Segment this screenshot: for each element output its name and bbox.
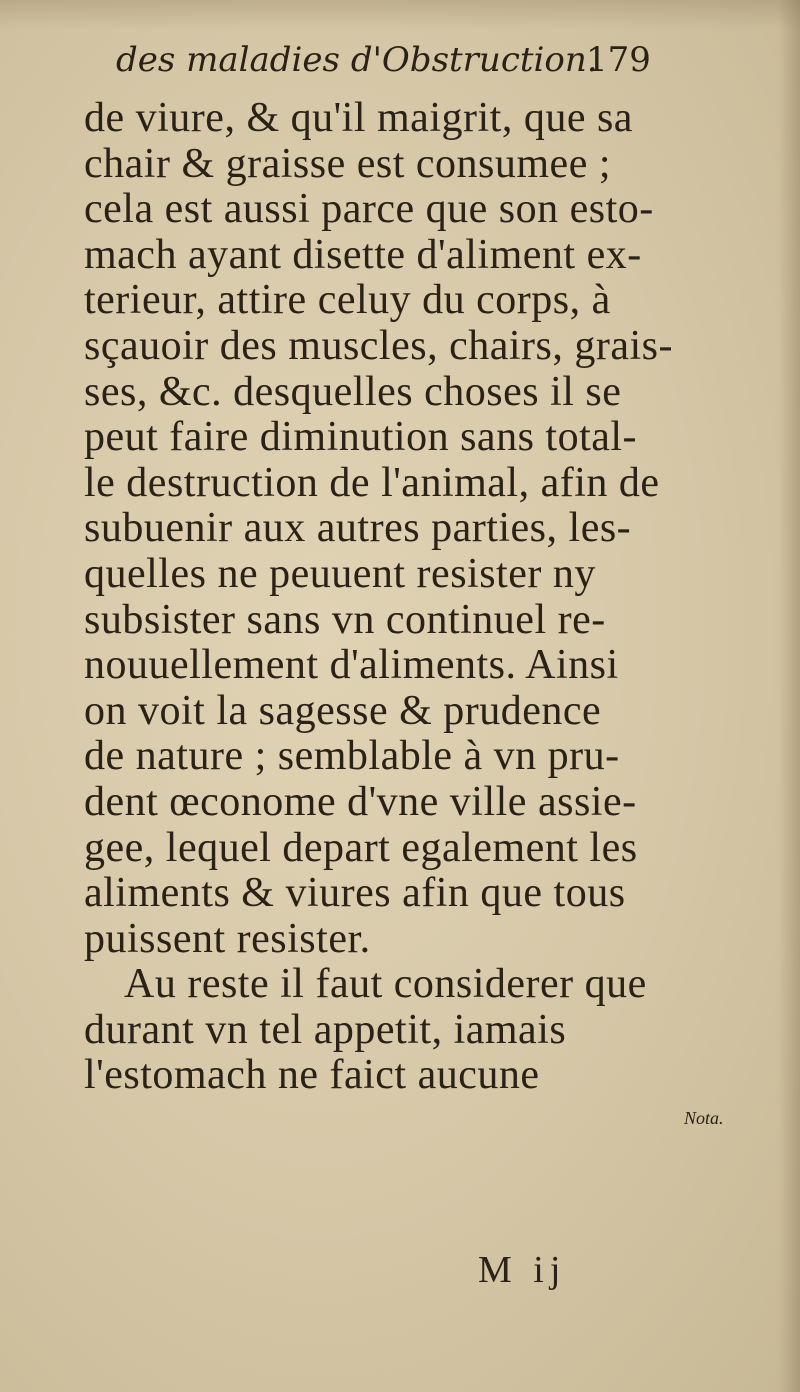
text-line: dent œconome d'vne ville assie- bbox=[84, 778, 637, 825]
text-line: on voit la sagesse & prudence bbox=[84, 687, 602, 734]
body-text bbox=[84, 96, 684, 1099]
text-line: sçauoir des muscles, chairs, grais- bbox=[84, 322, 673, 369]
text-line: aliments & viures afin que tous bbox=[84, 870, 626, 917]
running-header-title: des maladies d'Obstruction. bbox=[116, 40, 598, 80]
text-line: puissent resister. bbox=[84, 915, 371, 962]
text-line: terieur, attire celuy du corps, à bbox=[84, 277, 611, 324]
text-line: durant vn tel appetit, iamais bbox=[84, 1006, 567, 1053]
signature-mark: M ij bbox=[478, 1249, 567, 1291]
text-line: chair & graisse est consumee ; bbox=[84, 140, 611, 187]
text-line-paragraph-start: Au reste il faut considerer que bbox=[124, 961, 647, 1008]
text-line: cela est aussi parce que son esto- bbox=[84, 186, 654, 233]
page-edge-shadow-top bbox=[0, 0, 800, 30]
running-header bbox=[116, 40, 676, 80]
page-number: 179 bbox=[586, 40, 651, 80]
text-line: de viure, & qu'il maigrit, que sa bbox=[84, 95, 633, 141]
text-line: nouuellement d'aliments. Ainsi bbox=[84, 642, 619, 689]
text-line: de nature ; semblable à vn pru- bbox=[84, 733, 620, 780]
page-edge-shadow-right bbox=[778, 0, 800, 1392]
text-line: peut faire diminution sans total- bbox=[84, 414, 638, 461]
text-line: mach ayant disette d'aliment ex- bbox=[84, 231, 642, 278]
text-line: subsister sans vn continuel re- bbox=[84, 596, 606, 643]
margin-note: Nota. bbox=[684, 1108, 724, 1128]
text-line: le destruction de l'animal, afin de bbox=[84, 459, 660, 506]
text-line: ses, &c. desquelles choses il se bbox=[84, 368, 622, 415]
text-line: l'estomach ne faict aucune bbox=[84, 1052, 540, 1099]
text-line: quelles ne peuuent resister ny bbox=[84, 550, 596, 597]
text-line: subuenir aux autres parties, les- bbox=[84, 505, 632, 552]
text-line: gee, lequel depart egalement les bbox=[84, 824, 638, 871]
